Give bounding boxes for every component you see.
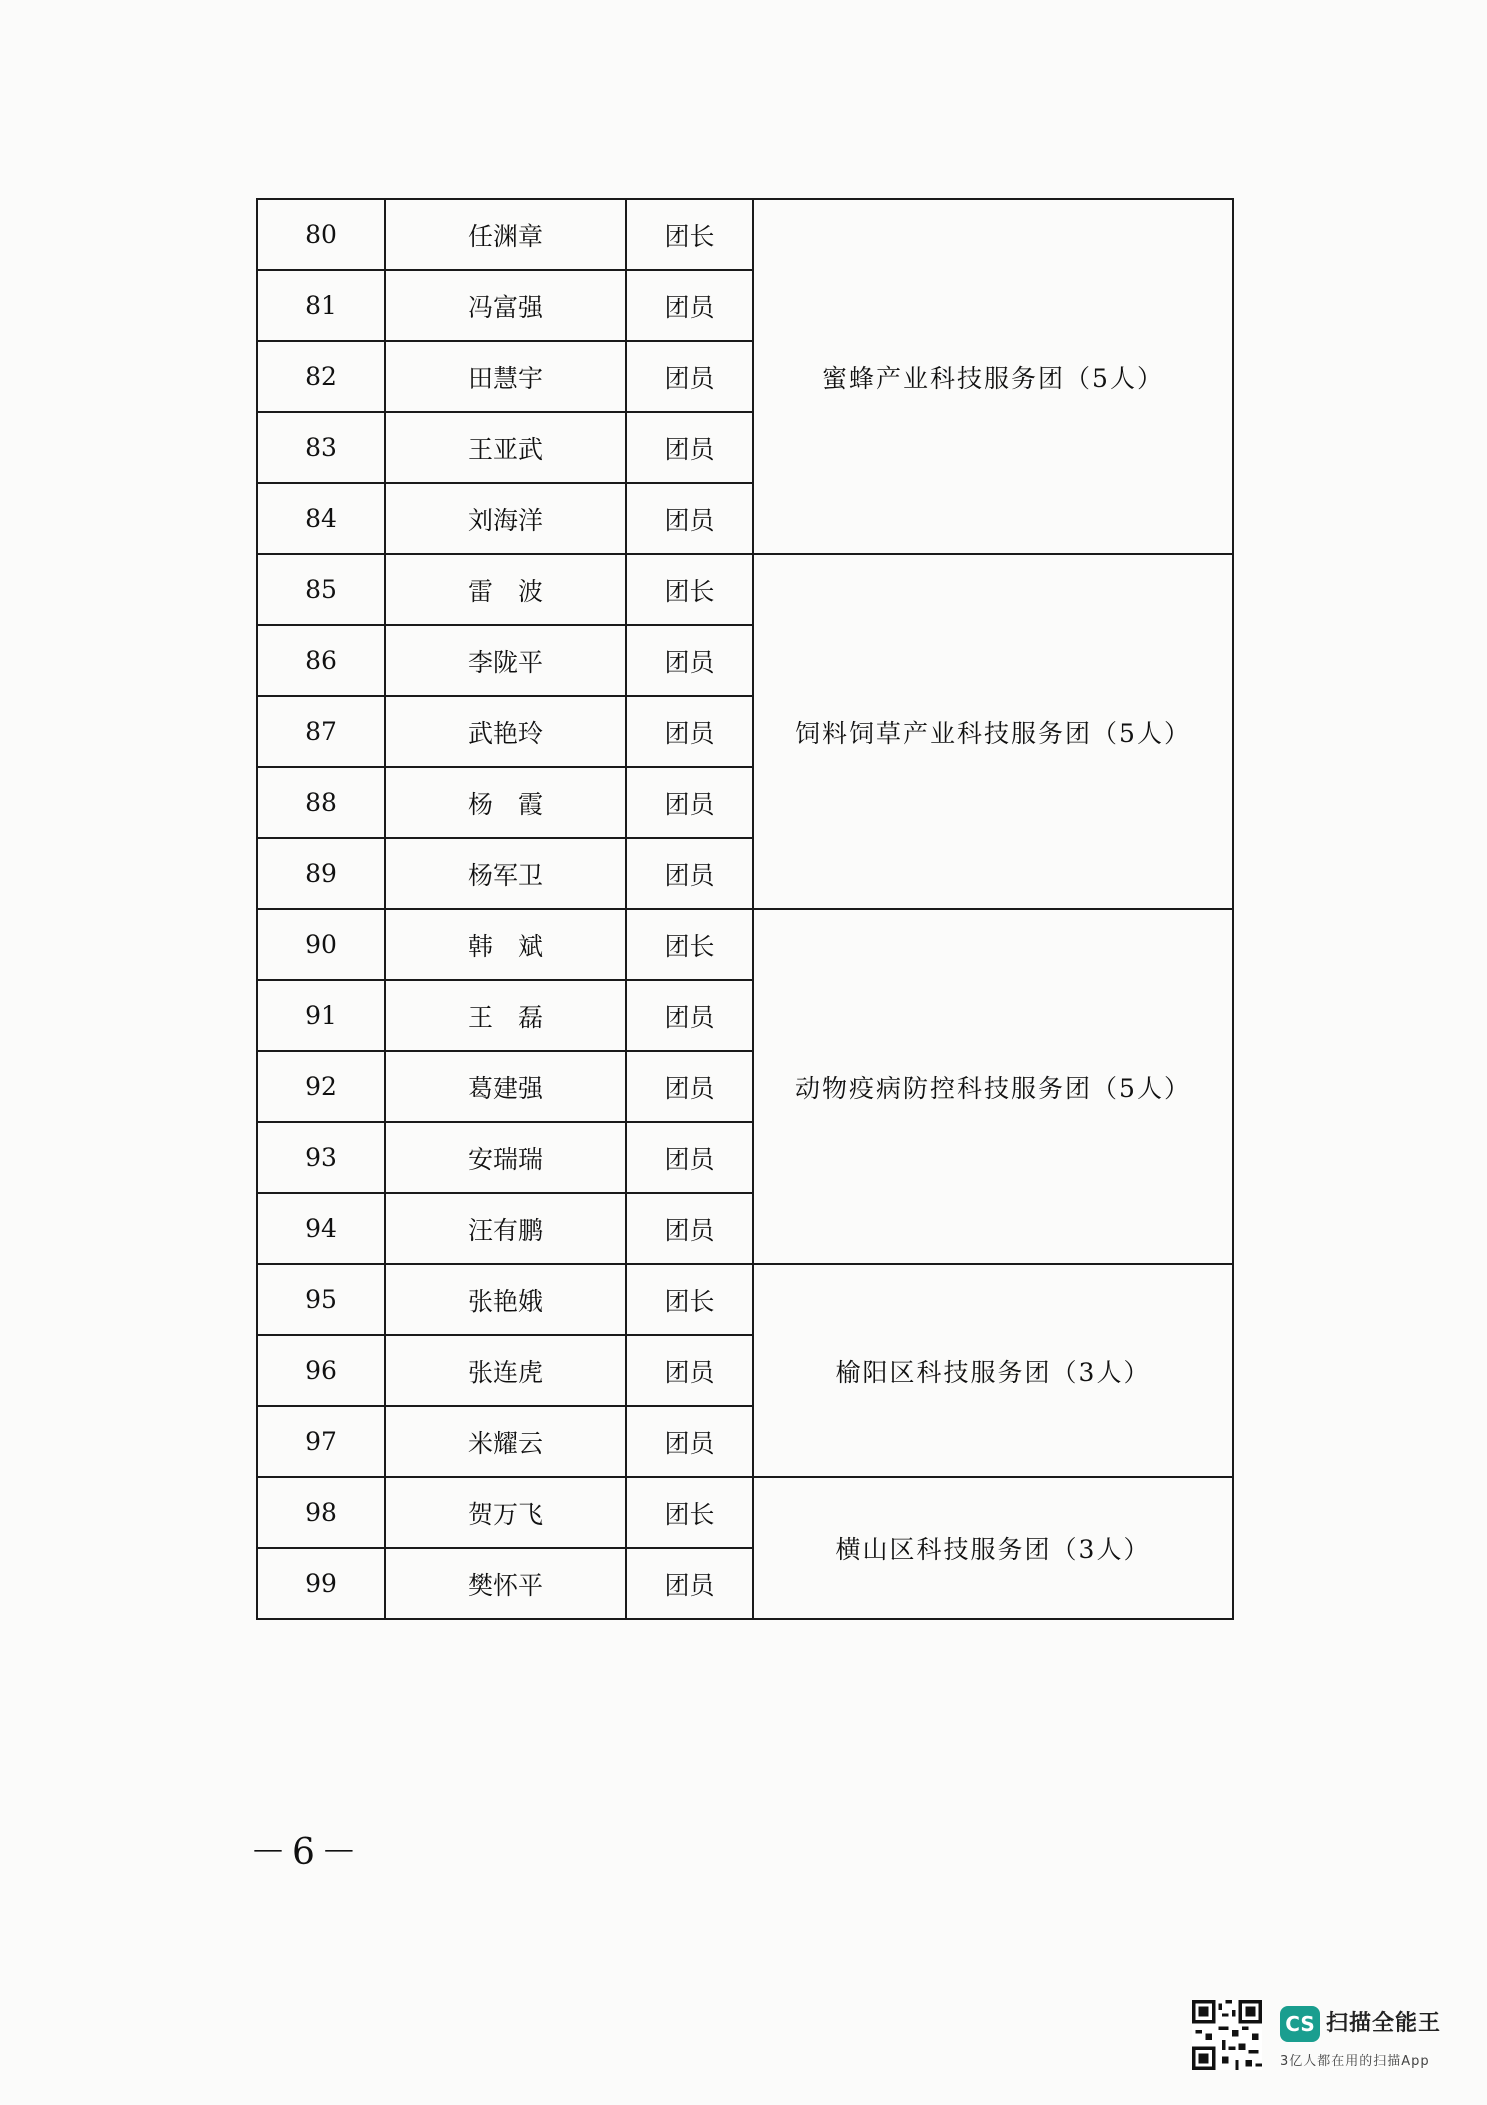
roster-body <box>257 199 1233 1619</box>
member-role-cell: 团员 <box>626 625 753 696</box>
member-name-cell: 冯富强 <box>385 270 626 341</box>
serial-number-cell: 91 <box>257 980 385 1051</box>
serial-number-cell: 85 <box>257 554 385 625</box>
member-role-cell: 团员 <box>626 1335 753 1406</box>
table-row <box>257 199 1233 270</box>
member-name-cell: 田慧宇 <box>385 341 626 412</box>
serial-number-cell: 94 <box>257 1193 385 1264</box>
serial-number-cell: 89 <box>257 838 385 909</box>
member-name-cell: 武艳玲 <box>385 696 626 767</box>
member-name-cell: 贺万飞 <box>385 1477 626 1548</box>
member-role-cell: 团员 <box>626 838 753 909</box>
cs-logo-icon: CS <box>1280 2006 1320 2042</box>
brand-tagline: 3亿人都在用的扫描App <box>1280 2054 1430 2069</box>
serial-number-cell: 87 <box>257 696 385 767</box>
member-name-cell: 刘海洋 <box>385 483 626 554</box>
member-name-cell: 韩 斌 <box>385 909 626 980</box>
serial-number-cell: 97 <box>257 1406 385 1477</box>
member-role-cell: 团员 <box>626 483 753 554</box>
member-name-cell: 汪有鹏 <box>385 1193 626 1264</box>
member-role-cell: 团员 <box>626 1051 753 1122</box>
member-role-cell: 团员 <box>626 1548 753 1619</box>
member-role-cell: 团长 <box>626 909 753 980</box>
member-role-cell: 团员 <box>626 696 753 767</box>
serial-number-cell: 86 <box>257 625 385 696</box>
member-name-cell: 葛建强 <box>385 1051 626 1122</box>
table-row <box>257 554 1233 625</box>
table-row <box>257 1477 1233 1548</box>
member-name-cell: 安瑞瑞 <box>385 1122 626 1193</box>
member-name-cell: 樊怀平 <box>385 1548 626 1619</box>
roster-table <box>256 198 1234 1620</box>
serial-number-cell: 88 <box>257 767 385 838</box>
table-row <box>257 909 1233 980</box>
member-name-cell: 任渊章 <box>385 199 626 270</box>
scanner-watermark <box>1192 1998 1462 2076</box>
service-group-cell: 蜜蜂产业科技服务团（5人） <box>753 199 1233 554</box>
member-role-cell: 团员 <box>626 412 753 483</box>
member-name-cell: 杨 霞 <box>385 767 626 838</box>
qr-code-icon <box>1192 2000 1262 2070</box>
member-role-cell: 团员 <box>626 767 753 838</box>
serial-number-cell: 99 <box>257 1548 385 1619</box>
member-name-cell: 雷 波 <box>385 554 626 625</box>
serial-number-cell: 93 <box>257 1122 385 1193</box>
member-name-cell: 王 磊 <box>385 980 626 1051</box>
brand-name: 扫描全能王 <box>1326 2011 1442 2036</box>
service-group-cell: 动物疫病防控科技服务团（5人） <box>753 909 1233 1264</box>
service-group-cell: 饲料饲草产业科技服务团（5人） <box>753 554 1233 909</box>
member-role-cell: 团长 <box>626 1264 753 1335</box>
member-role-cell: 团长 <box>626 199 753 270</box>
serial-number-cell: 96 <box>257 1335 385 1406</box>
serial-number-cell: 80 <box>257 199 385 270</box>
member-name-cell: 王亚武 <box>385 412 626 483</box>
table-row <box>257 1264 1233 1335</box>
member-role-cell: 团员 <box>626 1406 753 1477</box>
member-name-cell: 米耀云 <box>385 1406 626 1477</box>
member-role-cell: 团长 <box>626 1477 753 1548</box>
member-role-cell: 团员 <box>626 1193 753 1264</box>
member-role-cell: 团员 <box>626 980 753 1051</box>
member-name-cell: 李陇平 <box>385 625 626 696</box>
serial-number-cell: 82 <box>257 341 385 412</box>
service-group-cell: 横山区科技服务团（3人） <box>753 1477 1233 1619</box>
member-name-cell: 张连虎 <box>385 1335 626 1406</box>
member-name-cell: 张艳娥 <box>385 1264 626 1335</box>
member-role-cell: 团员 <box>626 341 753 412</box>
member-role-cell: 团员 <box>626 1122 753 1193</box>
serial-number-cell: 92 <box>257 1051 385 1122</box>
page-number: －6－ <box>250 1832 363 1873</box>
service-group-cell: 榆阳区科技服务团（3人） <box>753 1264 1233 1477</box>
member-role-cell: 团员 <box>626 270 753 341</box>
serial-number-cell: 90 <box>257 909 385 980</box>
serial-number-cell: 81 <box>257 270 385 341</box>
serial-number-cell: 98 <box>257 1477 385 1548</box>
member-name-cell: 杨军卫 <box>385 838 626 909</box>
serial-number-cell: 84 <box>257 483 385 554</box>
serial-number-cell: 83 <box>257 412 385 483</box>
member-role-cell: 团长 <box>626 554 753 625</box>
serial-number-cell: 95 <box>257 1264 385 1335</box>
